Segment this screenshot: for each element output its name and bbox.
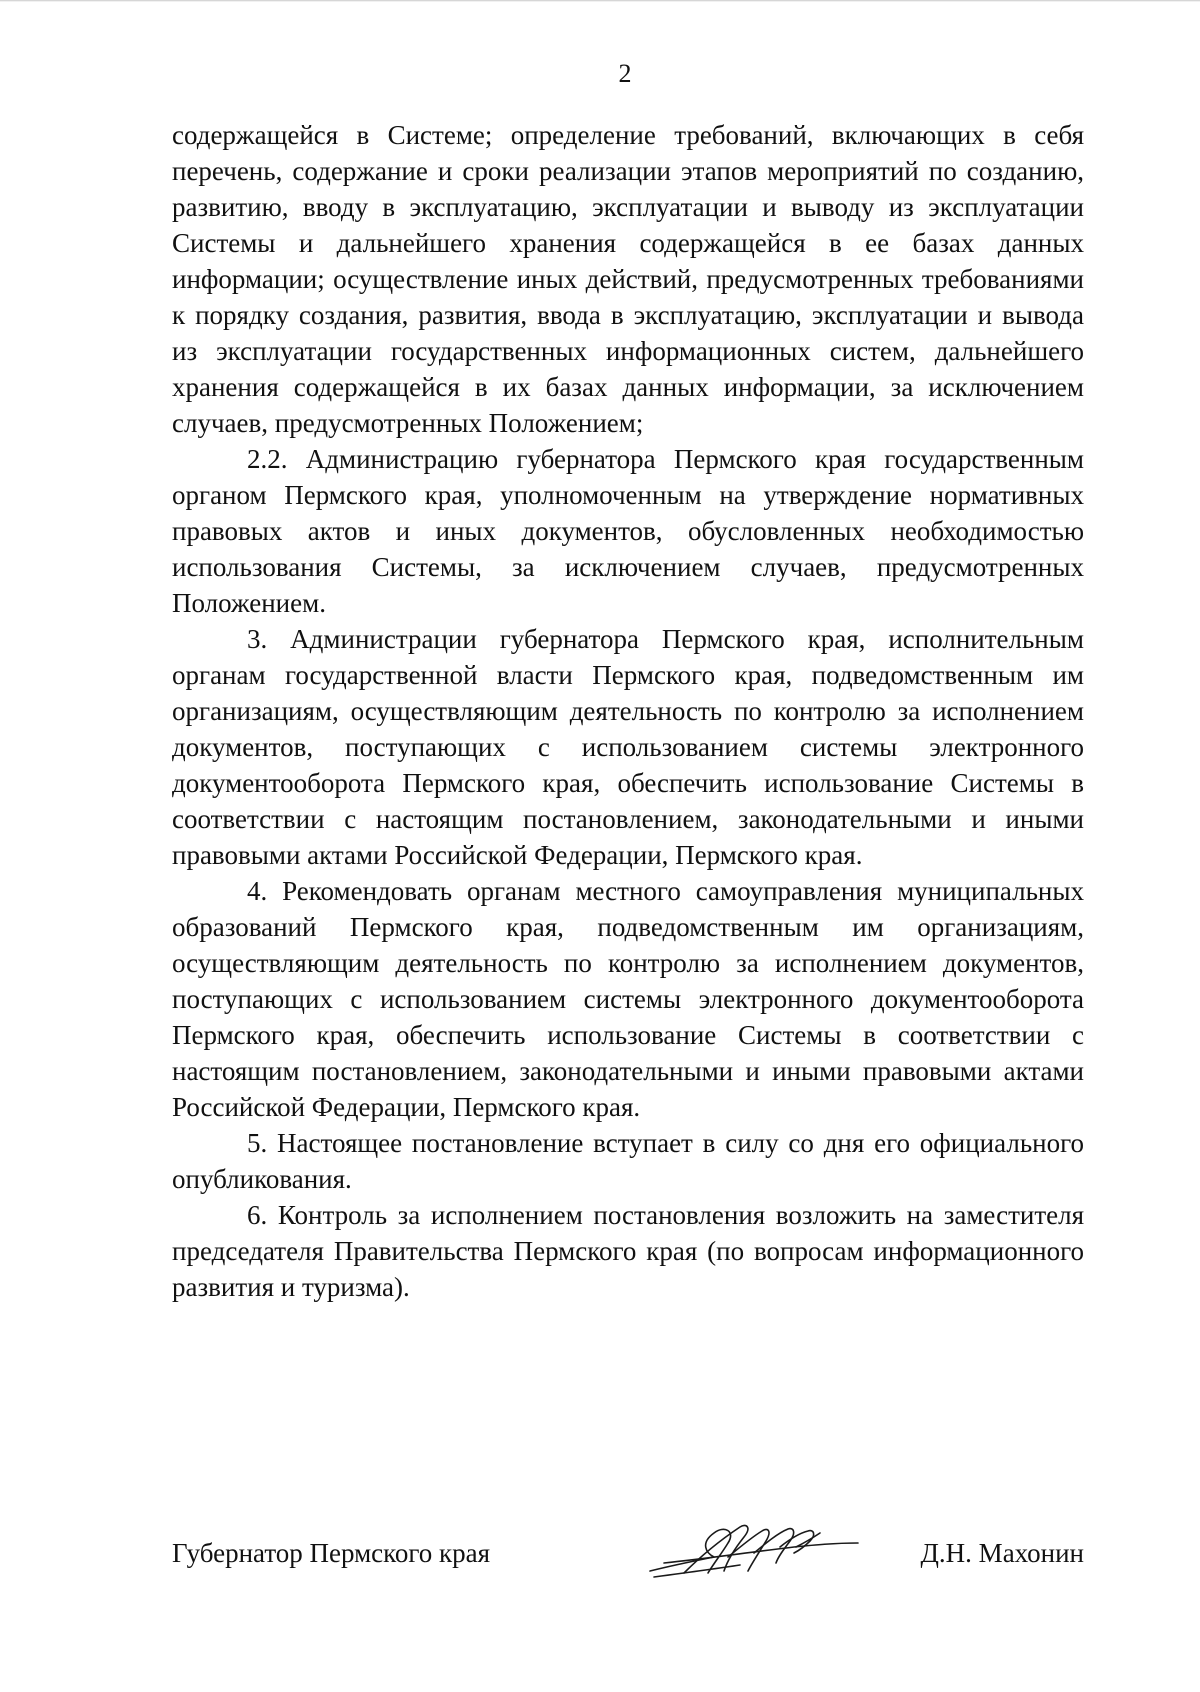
page-top-edge (0, 0, 1200, 2)
signature-block (172, 1535, 1084, 1575)
signer-name: Д.Н. Махонин (920, 1538, 1084, 1568)
handwritten-signature (644, 1513, 864, 1583)
paragraph-item-6: 6. Контроль за исполнением постановления возложить на заместителя председателя Правительства Пермского края (по вопросам информационного развития и туризма). (172, 1200, 1084, 1302)
page-number: 2 (618, 59, 632, 88)
paragraph-item-3: 3. Администрации губернатора Пермского края, исполнительным органам государственной власти Пермского края, подведомственным им организациям, осуществляющим деятельность по контролю за исполнением документов, поступающих с использованием системы электронного документооборота Пермского края, обеспечить использование Системы в соответствии с настоящим постановлением, законодательными и иными правовыми актами Российской Федерации, Пермского края. (172, 624, 1084, 870)
document-body (172, 117, 1084, 1305)
paragraph-item-5: 5. Настоящее постановление вступает в силу со дня его официального опубликования. (172, 1128, 1084, 1194)
paragraph-item-4: 4. Рекомендовать органам местного самоуправления муниципальных образований Пермского края, подведомственным им организациям, осуществляющим деятельность по контролю за исполнением документов, поступающих с использованием системы электронного документооборота Пермского края, обеспечить использование Системы в соответствии с настоящим постановлением, законодательными и иными правовыми актами Российской Федерации, Пермского края. (172, 876, 1084, 1122)
paragraph-item-2-2: 2.2. Администрацию губернатора Пермского края государственным органом Пермского края, уполномоченным на утверждение нормативных правовых актов и иных документов, обусловленных необходимостью использования Системы, за исключением случаев, предусмотренных Положением. (172, 444, 1084, 618)
paragraph-continuation: содержащейся в Системе; определение требований, включающих в себя перечень, содержание и сроки реализации этапов мероприятий по созданию, развитию, вводу в эксплуатацию, эксплуатации и выводу из эксплуатации Системы и дальнейшего хранения содержащейся в ее базах данных информации; осуществление иных действий, предусмотренных требованиями к порядку создания, развития, ввода в эксплуатацию, эксплуатации и вывода из эксплуатации государственных информационных систем, дальнейшего хранения содержащейся в их базах данных информации, за исключением случаев, предусмотренных Положением; (172, 120, 1084, 438)
signer-position: Губернатор Пермского края (172, 1538, 491, 1568)
